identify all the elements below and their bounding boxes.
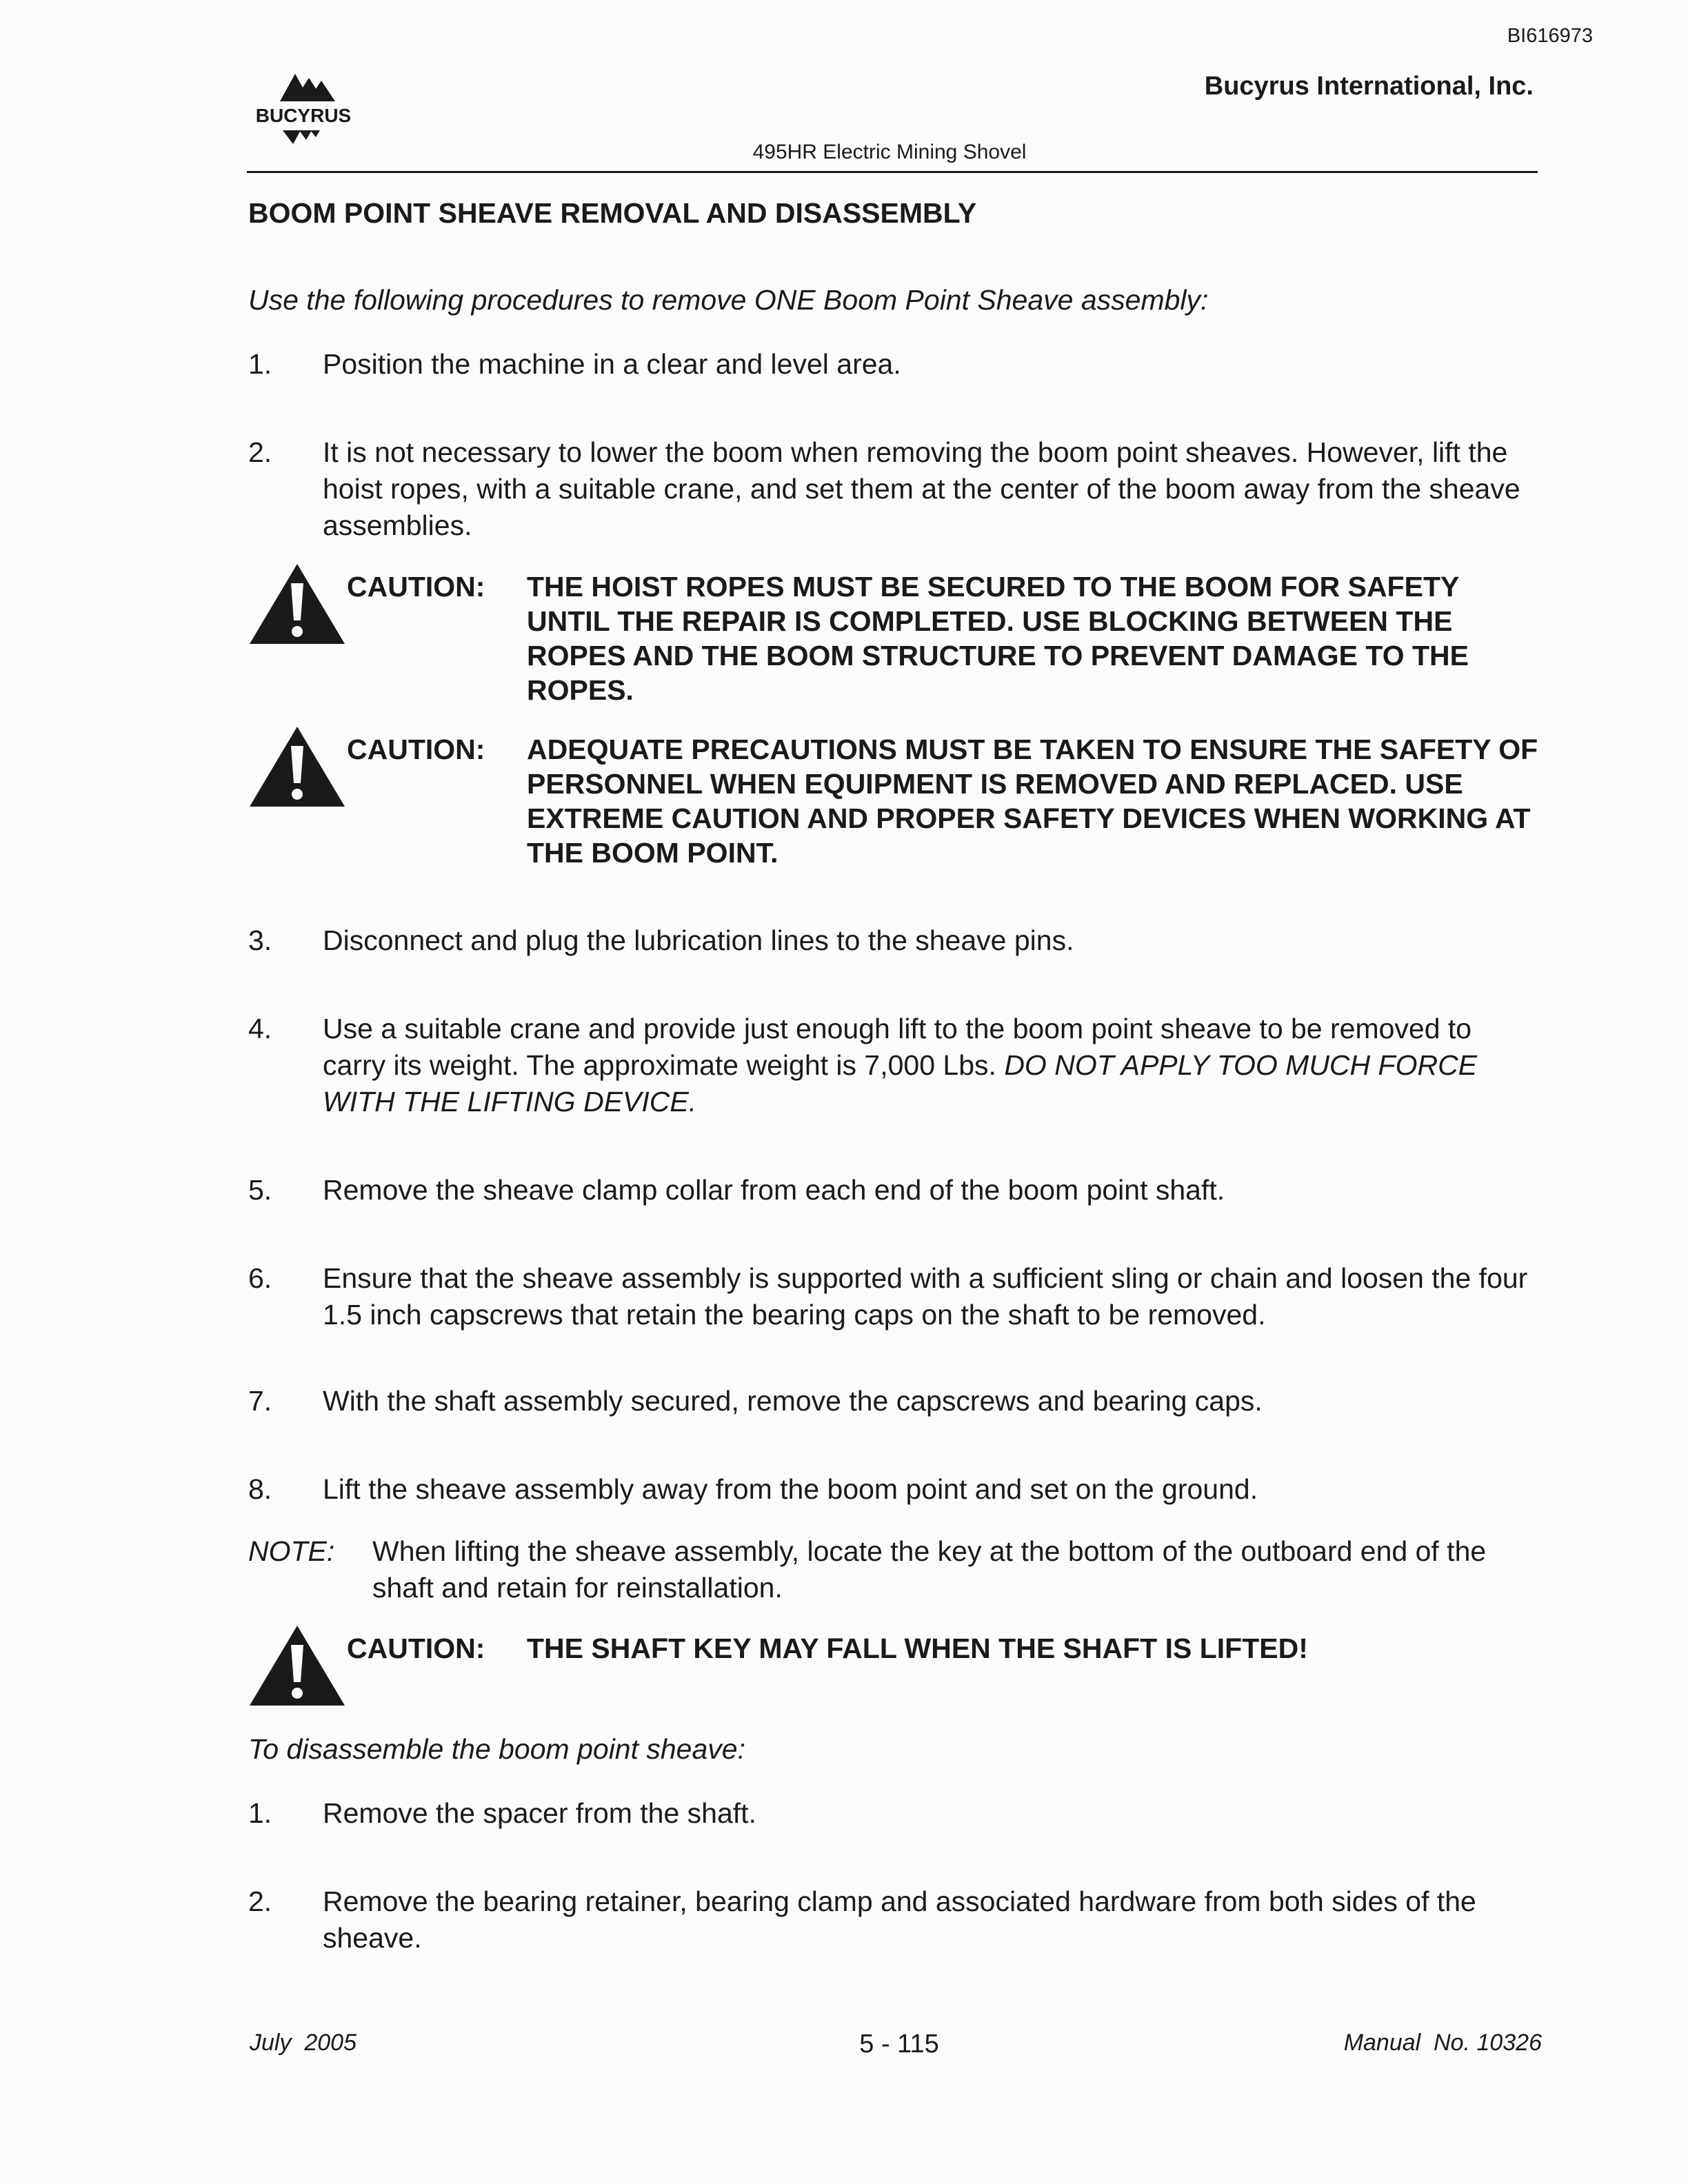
step-text: Remove the sheave clamp collar from each end of the boom point shaft. — [323, 1174, 1225, 1206]
warning-icon — [248, 1624, 346, 1707]
step-number: 2. — [248, 1885, 272, 1917]
removal-step-6 — [248, 1260, 1540, 1333]
step-number: 6. — [248, 1262, 272, 1294]
step-number: 1. — [248, 348, 272, 380]
removal-intro: Use the following procedures to remove ONE Boom Point Sheave assembly: — [248, 284, 1209, 316]
document-subtitle: 495HR Electric Mining Shovel — [752, 141, 1027, 163]
page-number: 5 - 115 — [859, 2030, 939, 2059]
removal-step-5 — [248, 1172, 1540, 1209]
step-text: Ensure that the sheave assembly is supported with a sufficient sling or chain and loosen the four 1.5 inch capscrews that retain the bearing caps on the shaft to be removed. — [323, 1262, 1528, 1331]
step-text: Remove the bearing retainer, bearing clamp and associated hardware from both sides of the sheave. — [323, 1885, 1476, 1954]
warning-icon — [248, 563, 346, 645]
note-text: When lifting the sheave assembly, locate the key at the bottom of the outboard end of the shaft and retain for reinstallation. — [372, 1535, 1487, 1604]
disassembly-step-1 — [248, 1795, 1540, 1832]
step-text: Remove the spacer from the shaft. — [323, 1797, 756, 1829]
step-text: Lift the sheave assembly away from the boom point and set on the ground. — [323, 1473, 1258, 1505]
caution-block — [248, 569, 1540, 707]
removal-step-2 — [248, 434, 1540, 544]
step-body: Use a suitable crane and provide just enough lift to the boom point sheave to be removed to carry its weight. The approximate weight is 7,000 Lbs. — [323, 1013, 1472, 1081]
removal-step-4 — [248, 1011, 1540, 1120]
removal-step-8 — [248, 1471, 1540, 1508]
manual-number: Manual No. 10326 — [1343, 2030, 1542, 2056]
caution-block — [248, 732, 1540, 870]
caution-label: CAUTION: — [347, 1632, 485, 1664]
caution-text: ADEQUATE PRECAUTIONS MUST BE TAKEN TO ENSURE THE SAFETY OF PERSONNEL WHEN EQUIPMENT IS REMOVED AND REPLACED. USE EXTREME CAUTION AND PROPER SAFETY DEVICES WHEN WORKING AT THE BOOM POINT. — [527, 734, 1538, 869]
caution-label: CAUTION: — [347, 734, 485, 765]
note-label: NOTE: — [248, 1535, 335, 1567]
company-name: Bucyrus International, Inc. — [1204, 72, 1534, 101]
removal-step-3 — [248, 922, 1540, 959]
step-number: 8. — [248, 1473, 272, 1505]
caution-label: CAUTION: — [347, 571, 485, 603]
step-text: With the shaft assembly secured, remove the capscrews and bearing caps. — [323, 1385, 1263, 1417]
step-number: 2. — [248, 436, 272, 468]
step-number: 3. — [248, 924, 272, 956]
caution-text: THE HOIST ROPES MUST BE SECURED TO THE BOOM FOR SAFETY UNTIL THE REPAIR IS COMPLETED. USE BLOCKING BETWEEN THE ROPES AND THE BOOM STRUCTURE TO PREVENT DAMAGE TO THE ROPES. — [527, 571, 1469, 706]
caution-text: THE SHAFT KEY MAY FALL WHEN THE SHAFT IS LIFTED! — [527, 1632, 1308, 1664]
section-title: BOOM POINT SHEAVE REMOVAL AND DISASSEMBLY — [248, 197, 977, 229]
caution-block — [248, 1631, 1540, 1666]
removal-step-7 — [248, 1383, 1540, 1419]
disassembly-intro: To disassemble the boom point sheave: — [248, 1733, 745, 1765]
step-number: 4. — [248, 1013, 272, 1044]
step-number: 1. — [248, 1797, 272, 1829]
step-text: Disconnect and plug the lubrication lines to the sheave pins. — [323, 924, 1074, 956]
disassembly-step-2 — [248, 1883, 1540, 1957]
logo-wordmark: BUCYRUS — [255, 105, 352, 126]
step-emphasis: DO NOT APPLY TOO MUCH FORCE WITH THE LIFTING DEVICE. — [323, 1049, 1478, 1118]
warning-icon — [248, 725, 346, 808]
step-text — [323, 1011, 1540, 1120]
step-number: 7. — [248, 1385, 272, 1417]
note-block — [248, 1533, 1540, 1606]
document-id: BI616973 — [1507, 25, 1593, 47]
bucyrus-logo — [243, 72, 364, 150]
step-number: 5. — [248, 1174, 272, 1206]
removal-step-1 — [248, 346, 1540, 383]
step-text: It is not necessary to lower the boom when removing the boom point sheaves. However, lift the hoist ropes, with a suitable crane, and set them at the center of the boom away from the sheave assemblies. — [323, 436, 1520, 541]
footer-date: July 2005 — [250, 2030, 356, 2056]
step-text: Position the machine in a clear and level area. — [323, 348, 901, 380]
bucyrus-logo-icon — [243, 72, 364, 150]
header-divider — [247, 171, 1538, 173]
